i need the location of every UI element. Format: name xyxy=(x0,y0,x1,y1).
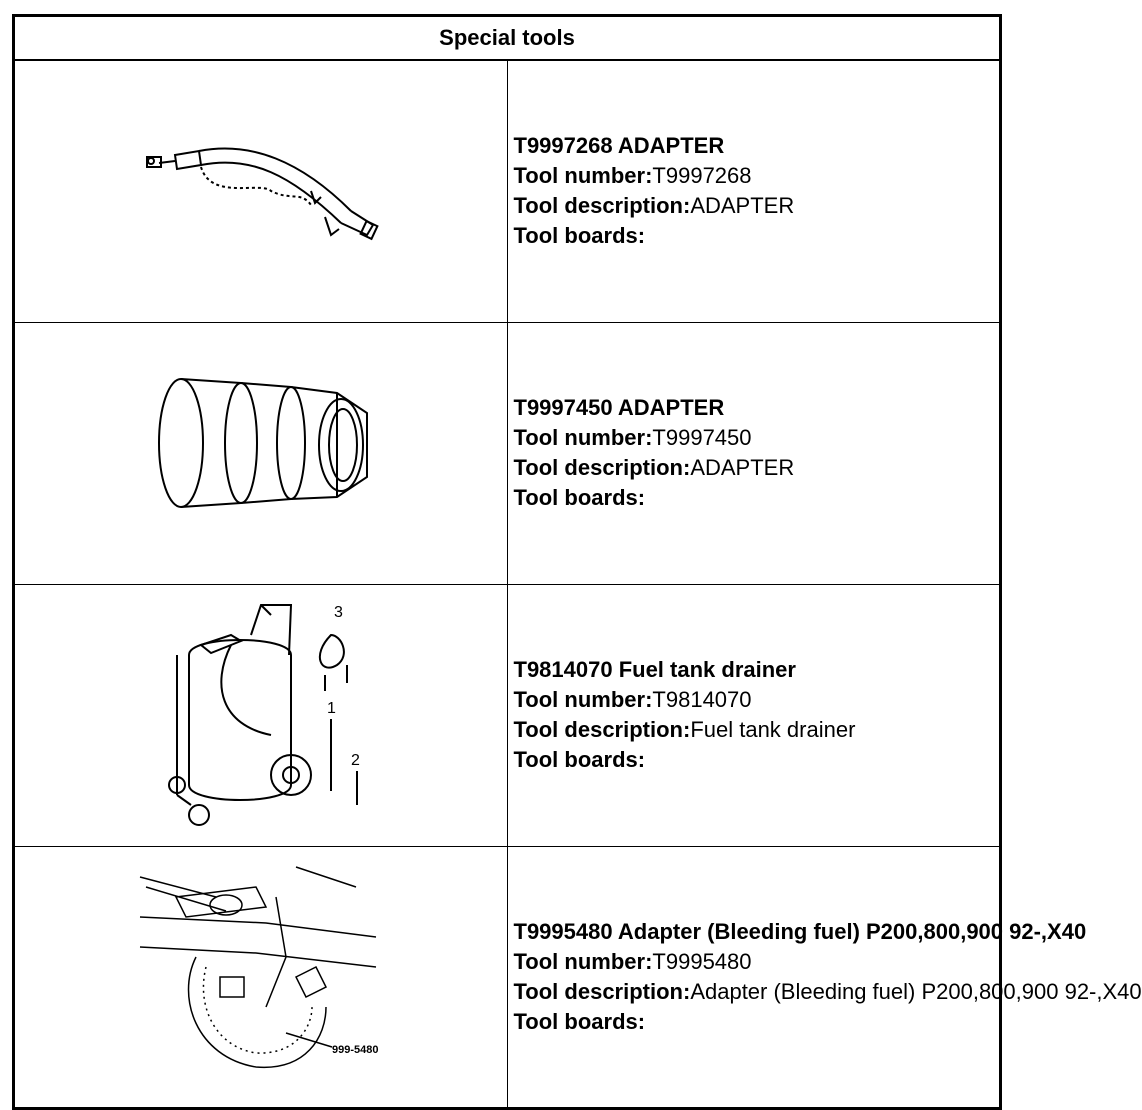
table-row xyxy=(14,846,1001,1108)
tool-title: T9814070 Fuel tank drainer xyxy=(513,657,796,682)
tool-info-cell xyxy=(507,846,1142,1108)
tool-description-value: Fuel tank drainer xyxy=(690,717,856,742)
tool-info-cell xyxy=(507,584,1001,846)
tool-title: T9995480 Adapter (Bleeding fuel) P200,800,900 92-,X40 xyxy=(513,918,1087,944)
bleeding-adapter-diagram-icon xyxy=(136,857,386,1097)
tool-image-cell xyxy=(14,584,508,846)
tool-number-value: T9814070 xyxy=(652,687,752,712)
tool-description-line: Tool description:Fuel tank drainer xyxy=(513,717,856,742)
tool-info-cell xyxy=(507,322,1001,584)
hose-adapter-icon xyxy=(141,131,381,251)
tool-title: T9997450 ADAPTER xyxy=(513,395,725,420)
tool-description-value: ADAPTER xyxy=(690,193,795,219)
tool-boards-line: Tool boards: xyxy=(513,223,646,249)
tool-boards-line: Tool boards: xyxy=(513,485,646,510)
tool-image-cell xyxy=(14,846,508,1108)
table-row xyxy=(14,322,1001,584)
callout-label: 2 xyxy=(350,752,360,769)
tool-description-line: Tool description:ADAPTER xyxy=(513,193,795,219)
tool-number-line: Tool number:T9997268 xyxy=(513,163,752,189)
fuel-tank-drainer-icon xyxy=(141,595,381,835)
tool-number-line: Tool number:T9814070 xyxy=(513,687,752,712)
tool-boards-line: Tool boards: xyxy=(513,1008,646,1034)
callout-label: 3 xyxy=(333,604,343,621)
callout-label: 999-5480 xyxy=(331,1043,379,1056)
tool-number-line: Tool number:T9997450 xyxy=(513,425,752,450)
tool-description-line: Tool description:Adapter (Bleeding fuel) P200,800,900 92-,X40 xyxy=(513,978,1142,1004)
tool-boards-line: Tool boards: xyxy=(513,747,646,772)
tool-image-cell xyxy=(14,60,508,322)
table-row xyxy=(14,60,1001,322)
tool-number-value: T9997450 xyxy=(652,425,752,450)
tool-number-line: Tool number:T9995480 xyxy=(513,948,752,974)
table-row xyxy=(14,584,1001,846)
tool-info-cell xyxy=(507,60,1001,322)
callout-label: 1 xyxy=(326,700,336,717)
tool-image-cell xyxy=(14,322,508,584)
threaded-adapter-icon xyxy=(141,353,381,553)
table-header: Special tools xyxy=(14,16,1001,61)
tool-title: T9997268 ADAPTER xyxy=(513,133,725,159)
tool-description-line: Tool description:ADAPTER xyxy=(513,455,795,480)
tool-number-value: T9995480 xyxy=(652,948,752,974)
special-tools-table xyxy=(12,14,1142,1110)
tool-description-value: ADAPTER xyxy=(690,455,795,480)
tool-number-value: T9997268 xyxy=(652,163,752,189)
tool-description-value: Adapter (Bleeding fuel) P200,800,900 92-,X40 xyxy=(690,978,1142,1004)
